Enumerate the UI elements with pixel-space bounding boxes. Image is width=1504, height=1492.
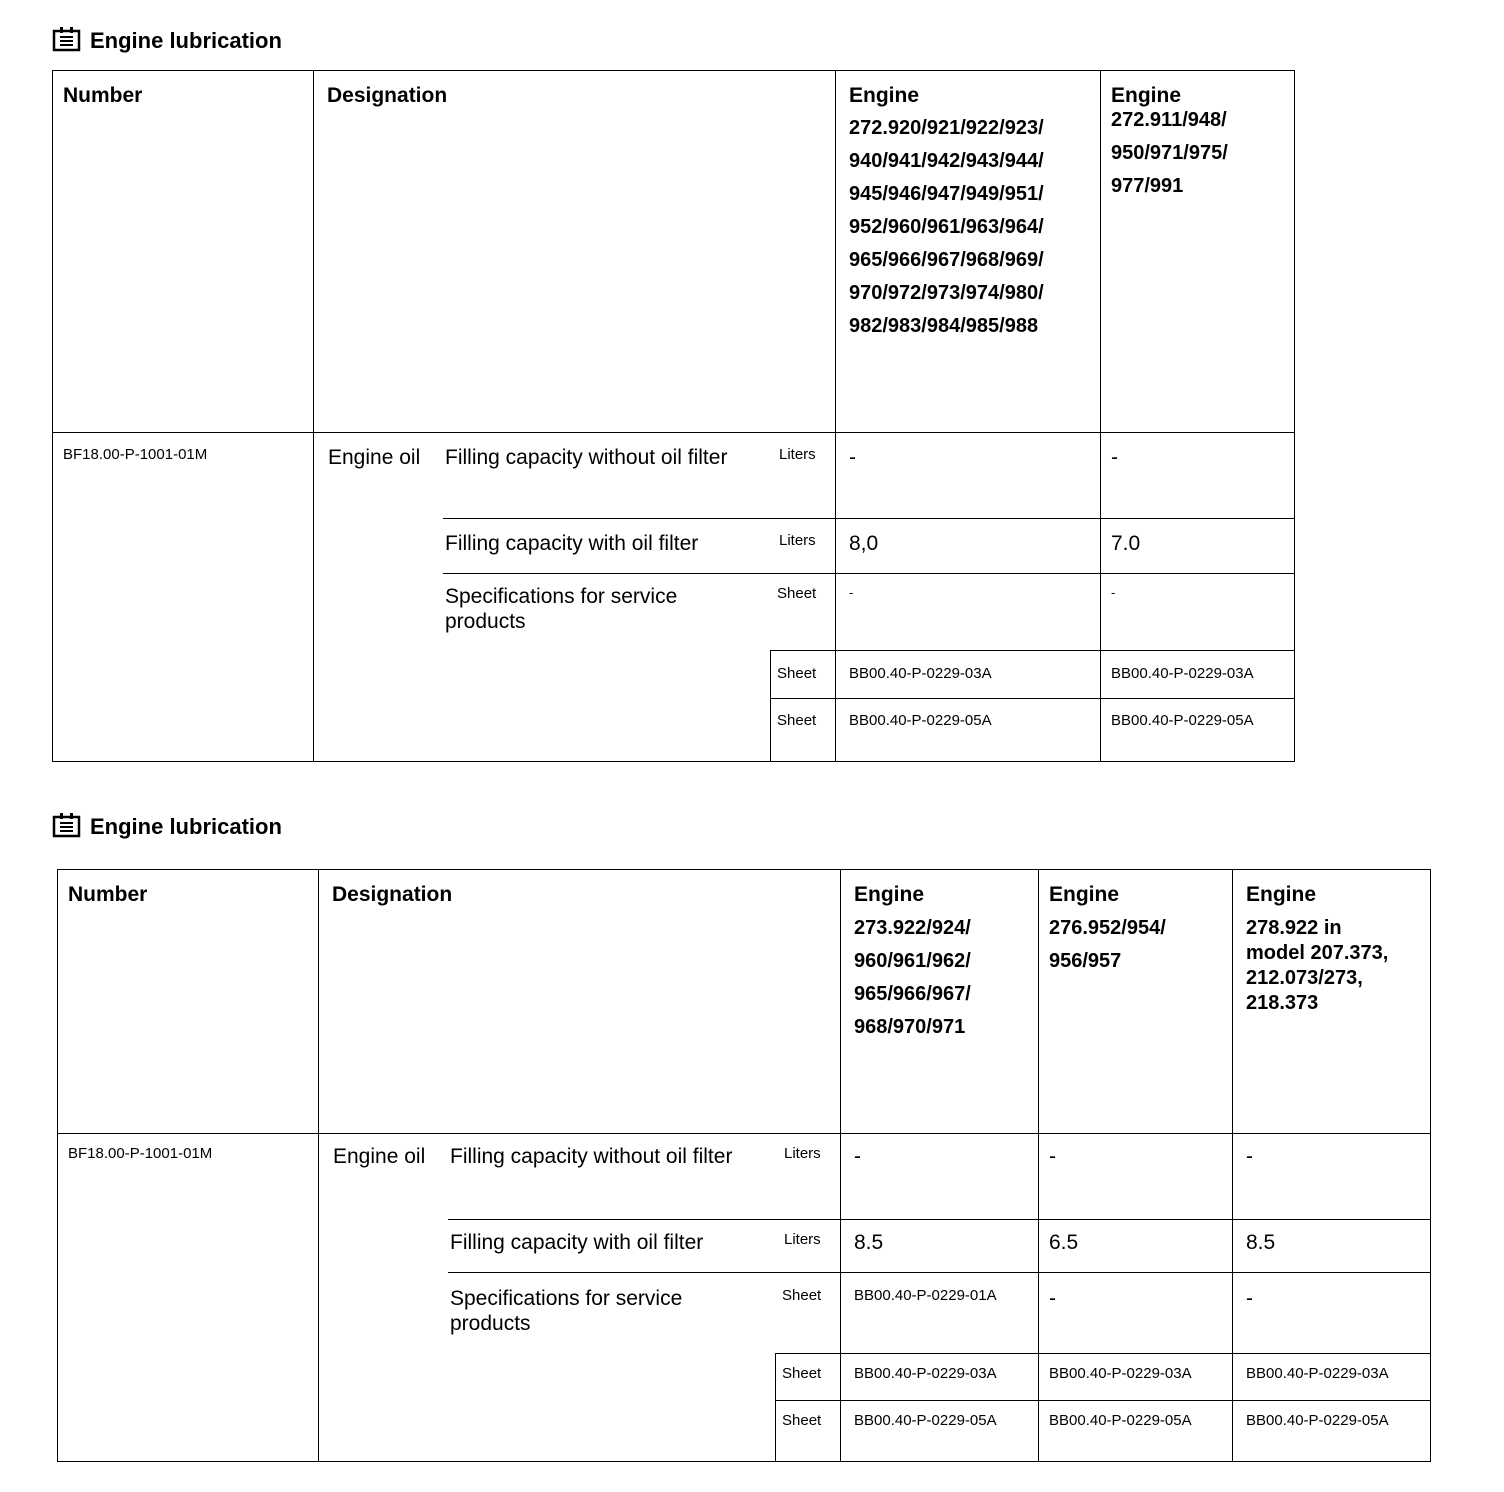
row-value: BB00.40-P-0229-01A bbox=[854, 1287, 997, 1304]
row-unit: Liters bbox=[779, 532, 816, 549]
part-number: BF18.00-P-1001-01M bbox=[63, 446, 208, 463]
row-label: Specifications for service products bbox=[445, 585, 678, 633]
row-unit: Sheet bbox=[777, 665, 817, 682]
row-value: 8.5 bbox=[1246, 1231, 1276, 1254]
designation-group: Engine oil bbox=[328, 446, 421, 469]
header-number: Number bbox=[68, 883, 148, 906]
header-designation: Designation bbox=[327, 84, 448, 107]
row-unit: Liters bbox=[784, 1231, 821, 1248]
row-value: BB00.40-P-0229-05A bbox=[1049, 1412, 1192, 1429]
row-unit: Sheet bbox=[782, 1412, 822, 1429]
header-engine-a: Engine bbox=[854, 883, 925, 906]
row-label: Filling capacity without oil filter bbox=[450, 1145, 733, 1168]
designation-group: Engine oil bbox=[333, 1145, 426, 1168]
row-value: 8,0 bbox=[849, 532, 879, 555]
document-list-icon bbox=[52, 812, 82, 838]
part-number: BF18.00-P-1001-01M bbox=[68, 1145, 213, 1162]
header-engine-b-models: 276.952/954/ 956/957 bbox=[1049, 917, 1166, 972]
header-designation: Designation bbox=[332, 883, 453, 906]
row-value: 8.5 bbox=[854, 1231, 884, 1254]
header-engine-b: Engine bbox=[1111, 84, 1182, 107]
header-engine-b: Engine bbox=[1049, 883, 1120, 906]
row-unit: Liters bbox=[779, 446, 816, 463]
row-value: - bbox=[1246, 1145, 1253, 1168]
row-value: - bbox=[849, 585, 854, 600]
row-unit: Sheet bbox=[777, 712, 817, 729]
row-value: BB00.40-P-0229-03A bbox=[1111, 665, 1254, 682]
row-value: BB00.40-P-0229-05A bbox=[1246, 1412, 1389, 1429]
row-value: - bbox=[1111, 446, 1118, 469]
section-title: Engine lubrication bbox=[90, 28, 282, 53]
row-unit: Sheet bbox=[782, 1365, 822, 1382]
row-value: - bbox=[1246, 1287, 1253, 1310]
header-engine-a: Engine bbox=[849, 84, 920, 107]
row-value: 6.5 bbox=[1049, 1231, 1079, 1254]
row-label: Filling capacity with oil filter bbox=[450, 1231, 704, 1254]
header-engine-a-models: 272.920/921/922/923/ 940/941/942/943/944/ 945/946/947/949/951/ 952/960/961/963/964/ 965/966/967/968/969/ 970/972/973/974/980/ 982/983/984/985/988 bbox=[849, 117, 1044, 337]
row-value: - bbox=[1049, 1287, 1056, 1310]
row-value: BB00.40-P-0229-03A bbox=[854, 1365, 997, 1382]
document-list-icon bbox=[52, 26, 82, 52]
row-value: BB00.40-P-0229-05A bbox=[1111, 712, 1254, 729]
row-label: Specifications for service products bbox=[450, 1287, 683, 1335]
header-engine-b-models: 272.911/948/ 950/971/975/ 977/991 bbox=[1111, 109, 1228, 197]
row-unit: Liters bbox=[784, 1145, 821, 1162]
row-value: BB00.40-P-0229-03A bbox=[1246, 1365, 1389, 1382]
header-engine-c: Engine bbox=[1246, 883, 1317, 906]
row-value: - bbox=[1111, 585, 1116, 600]
row-value: 7.0 bbox=[1111, 532, 1141, 555]
row-value: - bbox=[1049, 1145, 1056, 1168]
header-engine-a-models: 273.922/924/ 960/961/962/ 965/966/967/ 968/970/971 bbox=[854, 917, 971, 1038]
row-value: BB00.40-P-0229-03A bbox=[1049, 1365, 1192, 1382]
row-unit: Sheet bbox=[777, 585, 817, 602]
header-number: Number bbox=[63, 84, 143, 107]
row-unit: Sheet bbox=[782, 1287, 822, 1304]
row-value: - bbox=[849, 446, 856, 469]
row-value: BB00.40-P-0229-05A bbox=[854, 1412, 997, 1429]
row-value: - bbox=[854, 1145, 861, 1168]
row-label: Filling capacity with oil filter bbox=[445, 532, 699, 555]
header-engine-c-models: 278.922 in model 207.373, 212.073/273, 218.373 bbox=[1246, 917, 1389, 1014]
section-title: Engine lubrication bbox=[90, 814, 282, 839]
row-value: BB00.40-P-0229-03A bbox=[849, 665, 992, 682]
row-value: BB00.40-P-0229-05A bbox=[849, 712, 992, 729]
row-label: Filling capacity without oil filter bbox=[445, 446, 728, 469]
